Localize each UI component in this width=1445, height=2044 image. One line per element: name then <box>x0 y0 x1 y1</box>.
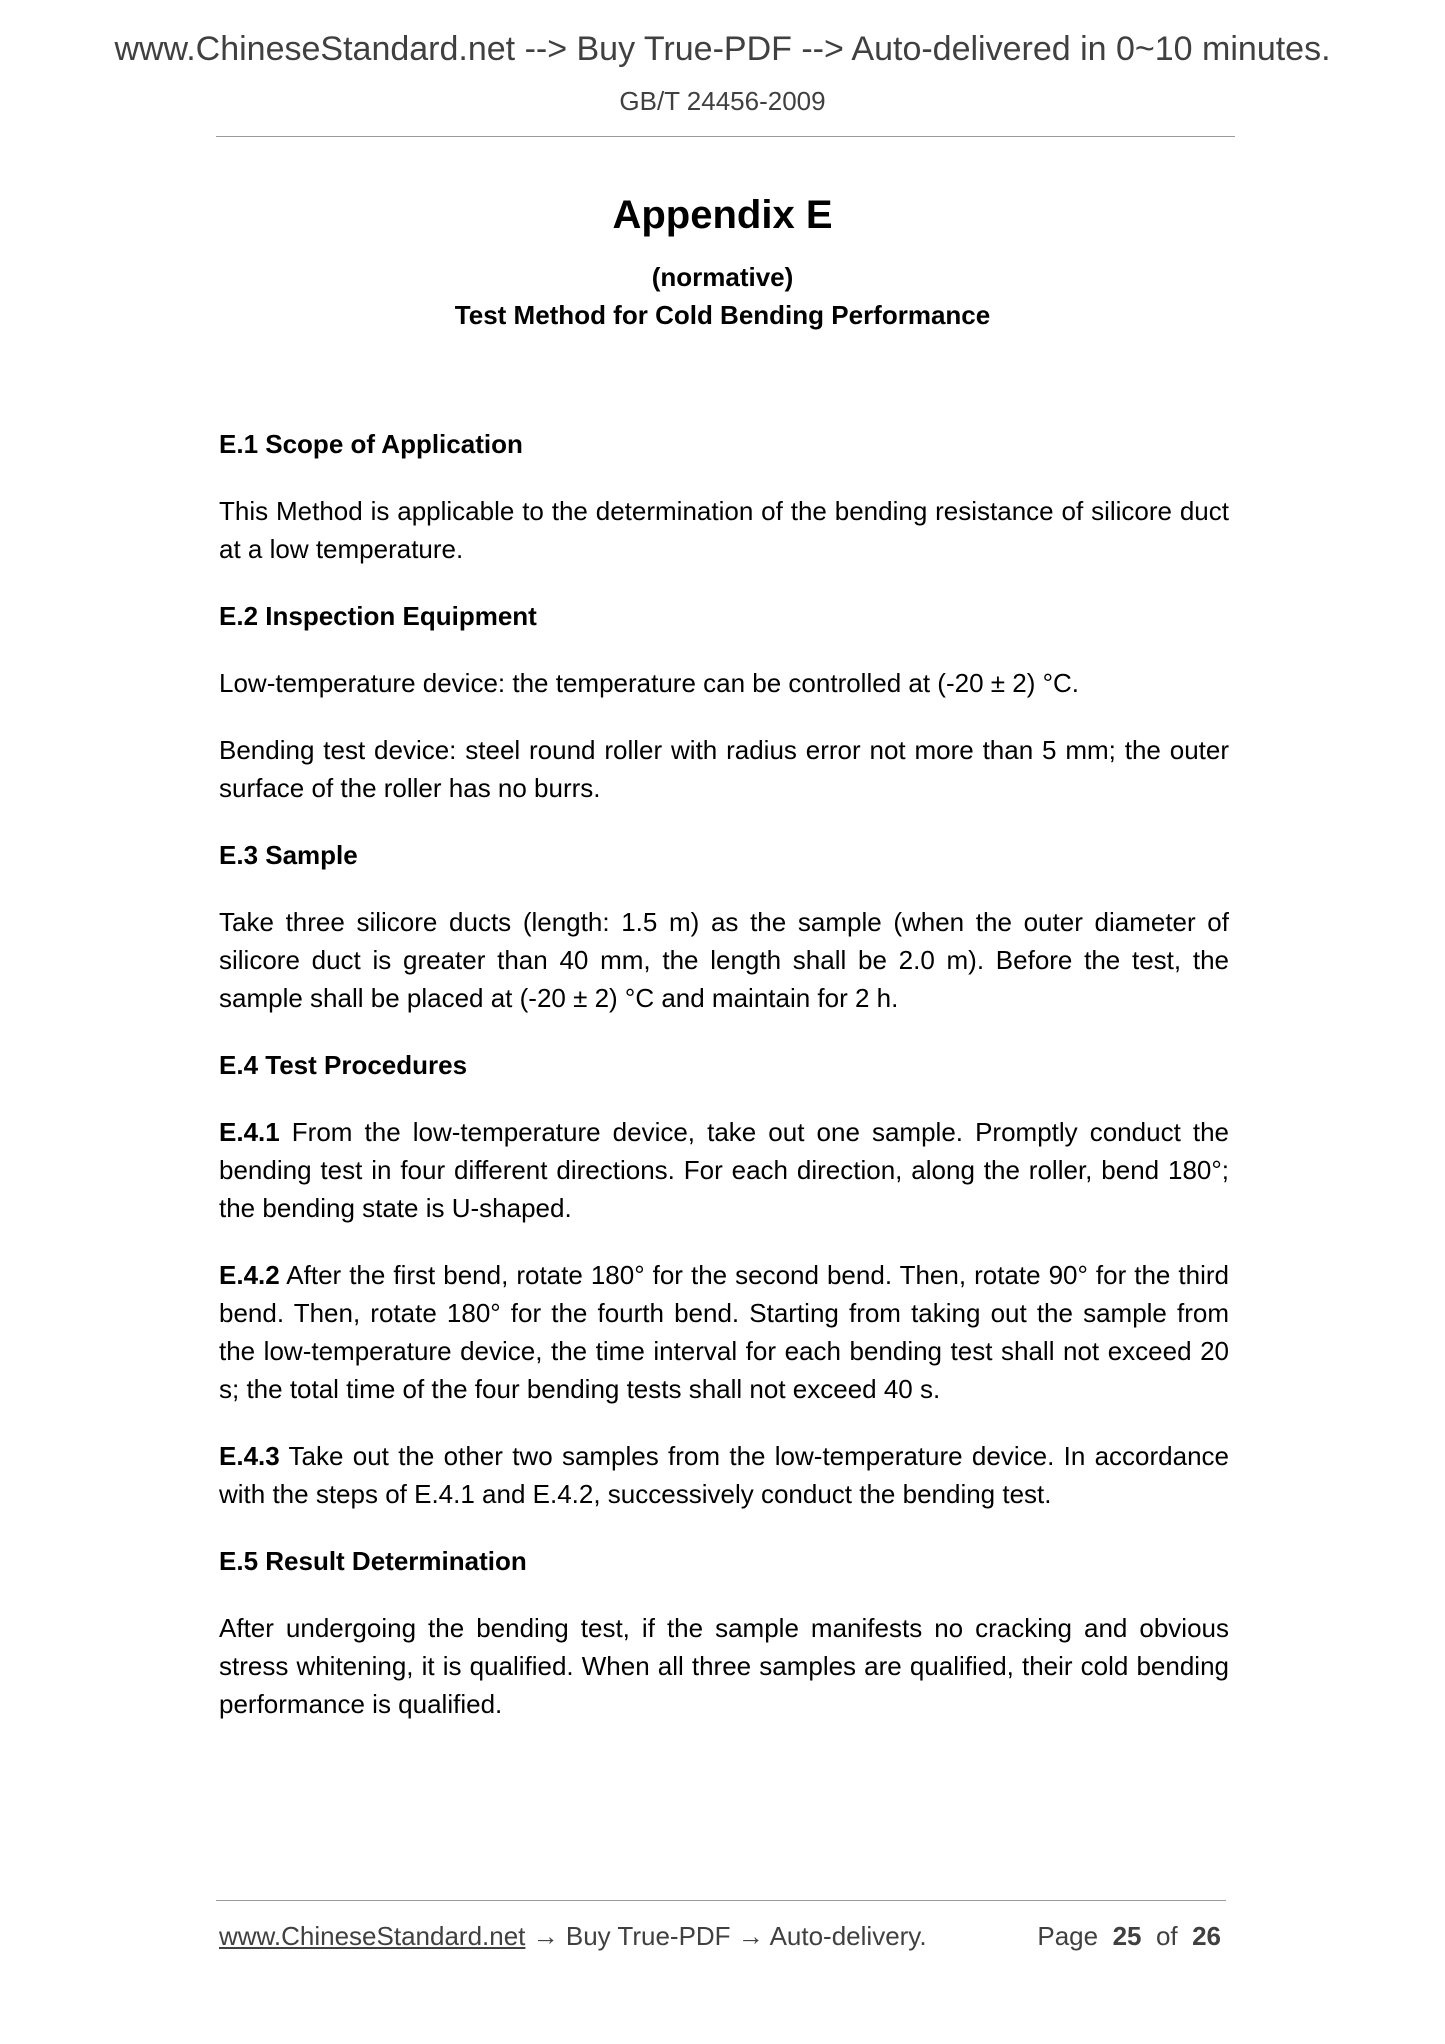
page-footer <box>219 1921 1229 1952</box>
clause-text-e41: From the low-temperature device, take out one sample. Promptly conduct the bending test in four different directions. For each direction, along the roller, bend 180°; the bending state is U-shaped. <box>219 1117 1229 1223</box>
section-heading-e1: E.1 Scope of Application <box>219 429 523 459</box>
appendix-subtitle: Test Method for Cold Bending Performance <box>454 300 991 330</box>
document-body <box>219 425 1229 1752</box>
page-of: of <box>1155 1921 1178 1951</box>
section-text-e2-bending-device: Bending test device: steel round roller with radius error not more than 5 mm; the outer surface of the roller has no burrs. <box>219 735 1229 803</box>
clause-e41 <box>219 1113 1229 1227</box>
clause-e43 <box>219 1437 1229 1513</box>
clause-text-e43: Take out the other two samples from the low-temperature device. In accordance with the steps of E.4.1 and E.4.2, successively conduct the bending test. <box>219 1441 1229 1509</box>
section-text-e5: After undergoing the bending test, if the sample manifests no cracking and obvious stress whitening, it is qualified. When all three samples are qualified, their cold bending performance is qualified. <box>219 1613 1229 1719</box>
footer-divider <box>216 1900 1226 1901</box>
clause-number-e41: E.4.1 <box>219 1117 280 1147</box>
page-indicator <box>1037 1921 1221 1952</box>
page-total: 26 <box>1192 1921 1221 1951</box>
header-banner: www.ChineseStandard.net --> Buy True-PDF --> Auto-delivered in 0~10 minutes. <box>114 30 1331 68</box>
footer-site-link[interactable]: www.ChineseStandard.net <box>219 1921 526 1951</box>
standard-code: GB/T 24456-2009 <box>619 86 826 116</box>
section-heading-e4: E.4 Test Procedures <box>219 1050 468 1080</box>
header-divider <box>216 136 1235 137</box>
clause-number-e42: E.4.2 <box>219 1260 280 1290</box>
section-text-e3: Take three silicore ducts (length: 1.5 m) as the sample (when the outer diameter of silicore duct is greater than 40 mm, the length shall be 2.0 m). Before the test, the sample shall be placed at (-20 ± 2) °C and maintain for 2 h. <box>219 907 1229 1013</box>
section-heading-e2: E.2 Inspection Equipment <box>219 601 537 631</box>
clause-number-e43: E.4.3 <box>219 1441 280 1471</box>
clause-e42 <box>219 1256 1229 1408</box>
page-label: Page <box>1037 1921 1099 1951</box>
appendix-normative: (normative) <box>651 262 794 292</box>
section-heading-e3: E.3 Sample <box>219 840 358 870</box>
page-current: 25 <box>1112 1921 1142 1951</box>
section-text-e2-low-temp-device: Low-temperature device: the temperature can be controlled at (-20 ± 2) °C. <box>219 668 1079 698</box>
section-text-e1: This Method is applicable to the determination of the bending resistance of silicore duct at a low temperature. <box>219 496 1229 564</box>
appendix-title: Appendix E <box>612 193 833 237</box>
clause-text-e42: After the first bend, rotate 180° for the second bend. Then, rotate 90° for the third bend. Then, rotate 180° for the fourth bend. Starting from taking out the sample from the low-temperature device, the time interval for each bending test shall not exceed 20 s; the total time of the four bending tests shall not exceed 40 s. <box>219 1260 1229 1404</box>
section-heading-e5: E.5 Result Determination <box>219 1546 527 1576</box>
footer-promo-text: → Buy True-PDF → Auto-delivery. <box>525 1921 927 1951</box>
